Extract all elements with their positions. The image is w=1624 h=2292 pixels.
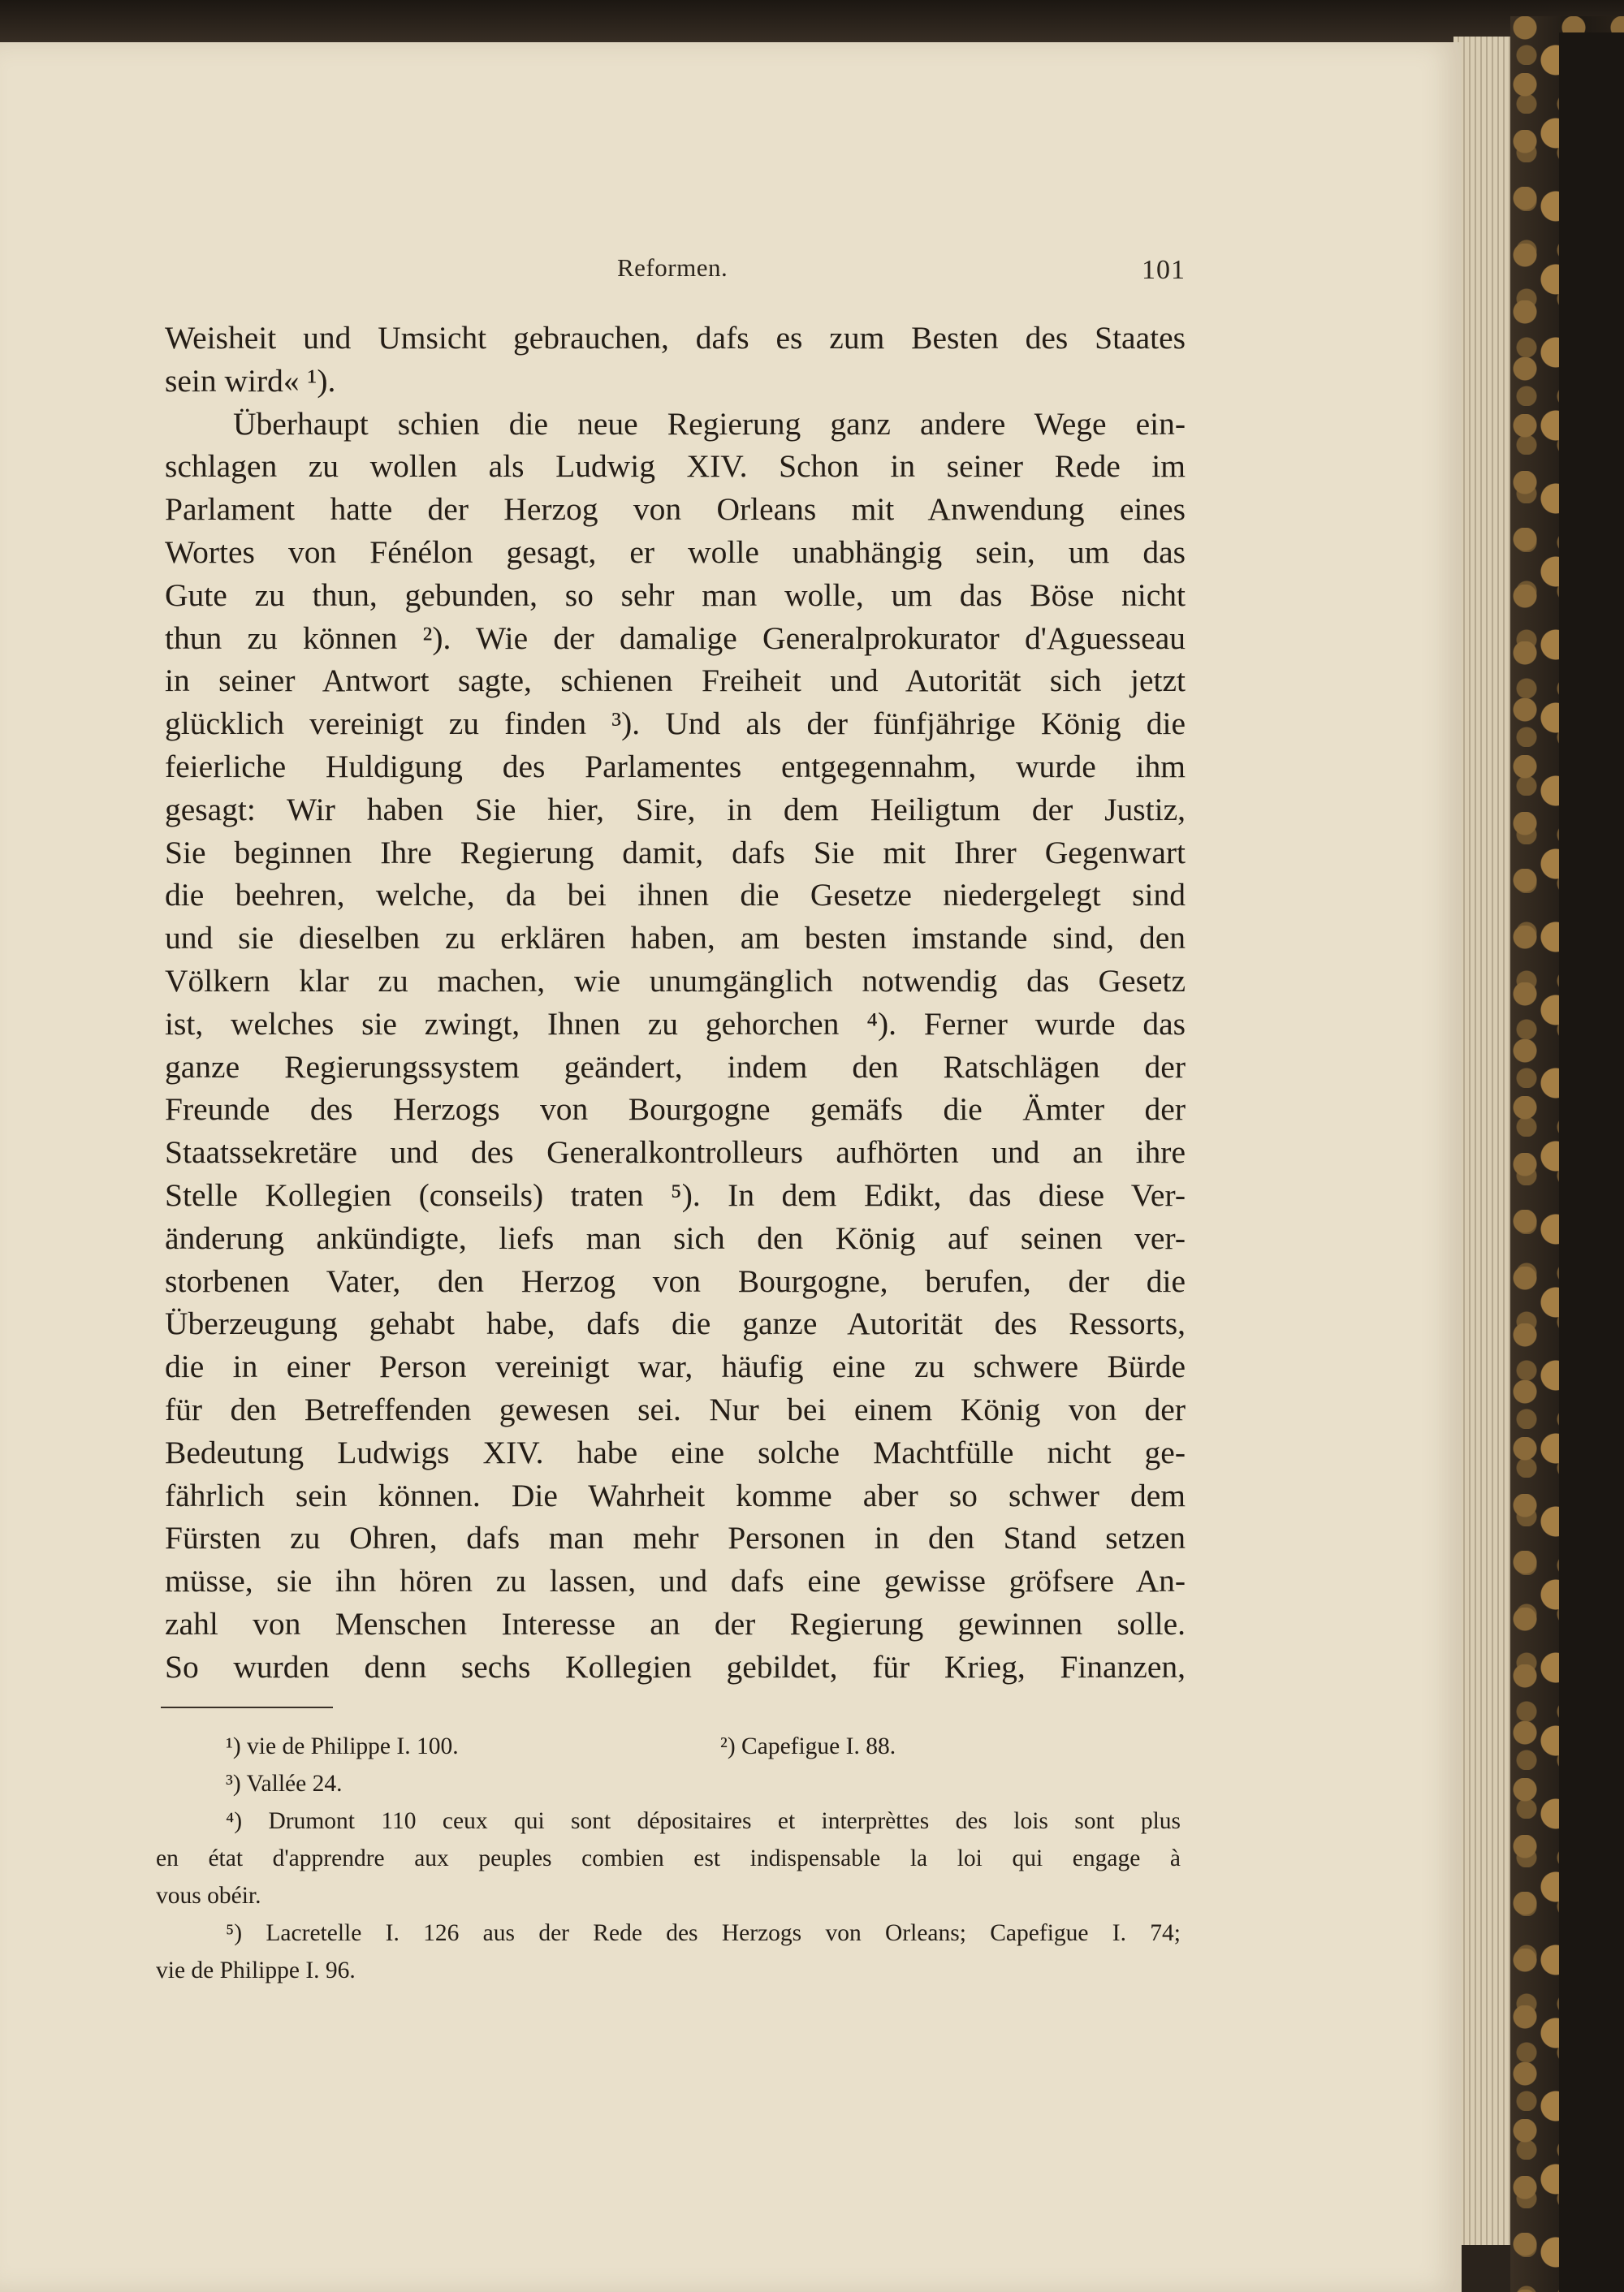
body-text <box>165 317 1186 1689</box>
running-head <box>162 253 1186 286</box>
running-title: Reformen. <box>617 253 728 282</box>
text-line: sein wird« ¹). <box>165 362 336 399</box>
text-line: thun zu können ²). Wie der damalige Generalprokurator d'Aguesseau <box>165 619 1186 656</box>
text-line: Wortes von Fénélon gesagt, er wolle unabhängig sein, um das <box>165 533 1186 570</box>
footnote-3: ³) Vallée 24. <box>226 1771 343 1797</box>
text-line: Fürsten zu Ohren, dafs man mehr Personen in den Stand setzen <box>165 1520 1186 1556</box>
text-line: und sie dieselben zu erklären haben, am besten imstande sind, den <box>165 920 1186 956</box>
page-edges <box>1453 37 1510 2245</box>
text-line: Weisheit und Umsicht gebrauchen, dafs es zum Besten des Staates <box>165 320 1186 356</box>
footnote-2: ²) Capefigue I. 88. <box>720 1733 896 1759</box>
text-line: Sie beginnen Ihre Regierung damit, dafs Sie mit Ihrer Gegenwart <box>165 834 1186 870</box>
footnote-rule <box>161 1707 333 1708</box>
text-line: Freunde des Herzogs von Bourgogne gemäfs die Ämter der <box>165 1091 1186 1128</box>
footnote-4-line-3: vous obéir. <box>156 1883 261 1909</box>
text-line: ganze Regierungssystem geändert, indem den Ratschlägen der <box>165 1048 1186 1085</box>
text-line: die beehren, welche, da bei ihnen die Gesetze niedergelegt sind <box>165 877 1186 913</box>
footnotes <box>156 1728 1181 1989</box>
text-line: fährlich sein können. Die Wahrheit komme aber so schwer dem <box>165 1477 1186 1513</box>
text-line: Bedeutung Ludwigs XIV. habe eine solche Machtfülle nicht ge- <box>165 1434 1186 1470</box>
text-line: die in einer Person vereinigt war, häufig eine zu schwere Bürde <box>165 1349 1186 1385</box>
page-number: 101 <box>1142 255 1186 285</box>
text-line: Staatssekretäre und des Generalkontrolleurs aufhörten und an ihre <box>165 1134 1186 1171</box>
footnote-4-line-1: ⁴) Drumont 110 ceux qui sont dépositaires et interprèttes des lois sont plus <box>226 1808 1181 1834</box>
footnote-5-line-1: ⁵) Lacretelle I. 126 aus der Rede des Herzogs von Orleans; Capefigue I. 74; <box>226 1920 1181 1946</box>
footnote-5-line-2: vie de Philippe I. 96. <box>156 1957 356 1983</box>
footnote-1: ¹) vie de Philippe I. 100. <box>226 1733 459 1759</box>
text-line: storbenen Vater, den Herzog von Bourgogne, berufen, der die <box>165 1263 1186 1299</box>
text-line: So wurden denn sechs Kollegien gebildet, für Krieg, Finanzen, <box>165 1648 1186 1685</box>
text-line: zahl von Menschen Interesse an der Regierung gewinnen solle. <box>165 1605 1186 1642</box>
scan-background-top <box>0 0 1624 49</box>
text-line: Überzeugung gehabt habe, dafs die ganze Autorität des Ressorts, <box>165 1306 1186 1342</box>
footnote-4-line-2: en état d'apprendre aux peuples combien est indispensable la loi qui engage à <box>156 1845 1181 1871</box>
book-cover-edge <box>1559 32 1624 2292</box>
text-line: gesagt: Wir haben Sie hier, Sire, in dem Heiligtum der Justiz, <box>165 791 1186 827</box>
text-line: Gute zu thun, gebunden, so sehr man wolle, um das Böse nicht <box>165 576 1186 613</box>
text-line: Überhaupt schien die neue Regierung ganz andere Wege ein- <box>233 405 1186 442</box>
text-line: glücklich vereinigt zu finden ³). Und als der fünfjährige König die <box>165 706 1186 742</box>
text-line: Parlament hatte der Herzog von Orleans mit Anwendung eines <box>165 491 1186 528</box>
footnote-row-1-2 <box>156 1728 1181 1765</box>
text-line: feierliche Huldigung des Parlamentes entgegennahm, wurde ihm <box>165 748 1186 784</box>
text-line: Völkern klar zu machen, wie unumgänglich notwendig das Gesetz <box>165 962 1186 999</box>
text-line: schlagen zu wollen als Ludwig XIV. Schon in seiner Rede im <box>165 448 1186 485</box>
text-line: ist, welches sie zwingt, Ihnen zu gehorchen ⁴). Ferner wurde das <box>165 1005 1186 1042</box>
text-line: änderung ankündigte, liefs man sich den König auf seinen ver- <box>165 1219 1186 1256</box>
text-line: in seiner Antwort sagte, schienen Freiheit und Autorität sich jetzt <box>165 663 1186 699</box>
text-line: für den Betreffenden gewesen sei. Nur bei einem König von der <box>165 1391 1186 1427</box>
text-line: Stelle Kollegien (conseils) traten ⁵). In dem Edikt, das diese Ver- <box>165 1176 1186 1213</box>
text-line: müsse, sie ihn hören zu lassen, und dafs eine gewisse gröfsere An- <box>165 1563 1186 1599</box>
